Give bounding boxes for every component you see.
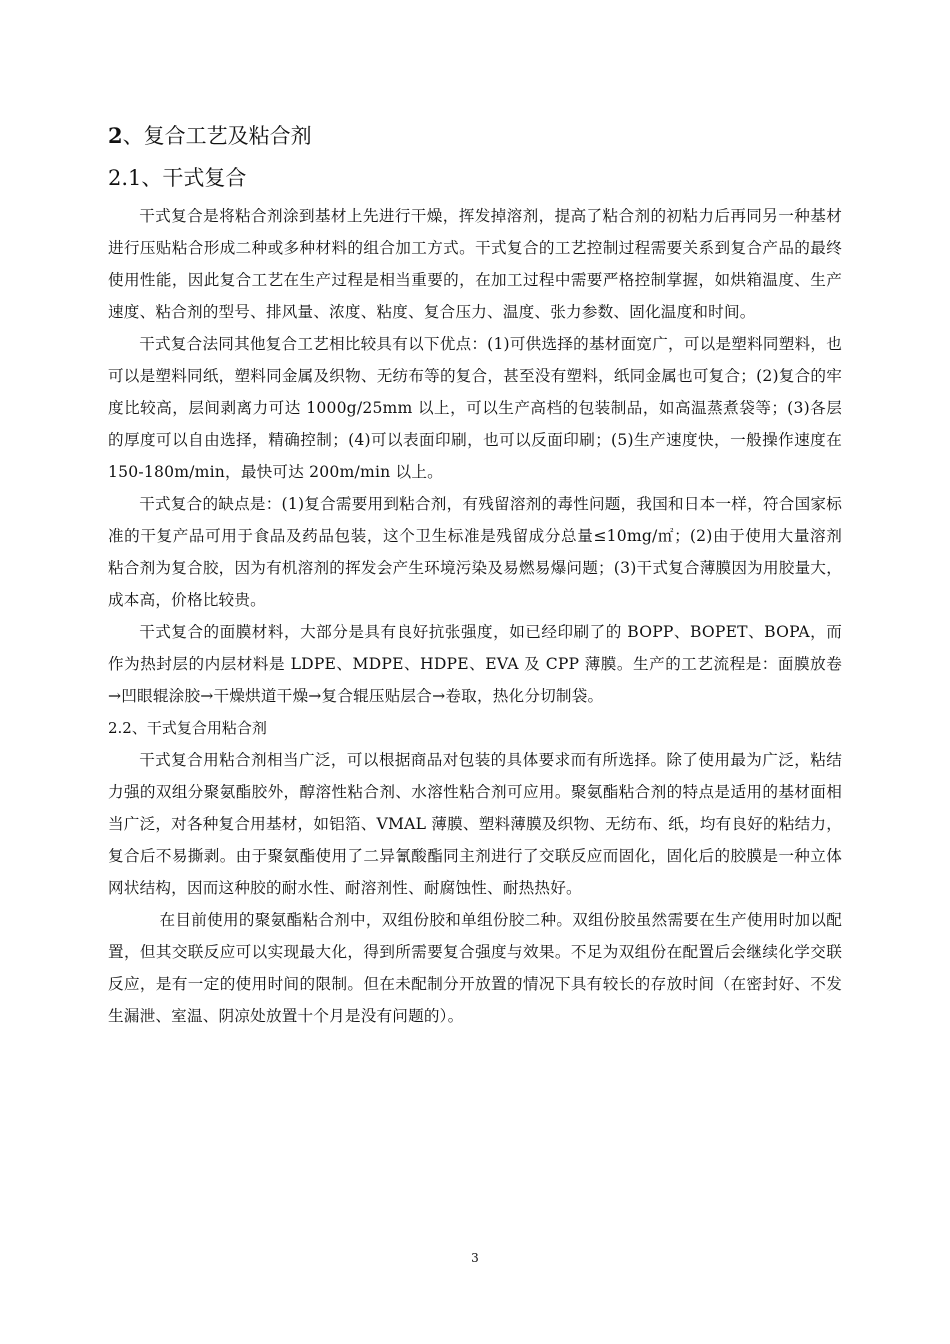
section-heading-2 [108, 118, 842, 154]
document-page [108, 118, 842, 1032]
page-number: 3 [471, 1251, 479, 1265]
paragraph-polyurethane-adhesives: 在目前使用的聚氨酯粘合剂中，双组份胶和单组份胶二种。双组份胶虽然需要在生产使用时加以配置，但其交联反应可以实现最大化，得到所需要复合强度与效果。不足为双组份在配置后会继续化学交联反应，是有一定的使用时间的限制。但在未配制分开放置的情况下具有较长的存放时间（在密封好、不发生漏泄、室温、阴凉处放置十个月是没有问题的）。 [108, 911, 842, 1025]
section-number: 2 [108, 123, 123, 148]
paragraph-dry-lamination-definition: 干式复合是将粘合剂涂到基材上先进行干燥，挥发掉溶剂，提高了粘合剂的初粘力后再同另一种基材进行压贴粘合形成二种或多种材料的组合加工方式。干式复合的工艺控制过程需要关系到复合产品的最终使用性能，因此复合工艺在生产过程是相当重要的，在加工过程中需要严格控制掌握，如烘箱温度、生产速度、粘合剂的型号、排风量、浓度、粘度、复合压力、温度、张力参数、固化温度和时间。 [108, 207, 842, 321]
paragraph-dry-lamination-disadvantages: 干式复合的缺点是：(1)复合需要用到粘合剂，有残留溶剂的毒性问题，我国和日本一样，符合国家标准的干复产品可用于食品及药品包装，这个卫生标准是残留成分总量≤10mg/㎡；(2)由于使用大量溶剂粘合剂为复合胶，因为有机溶剂的挥发会产生环境污染及易燃易爆问题；(3)干式复合薄膜因为用胶量大，成本高，价格比较贵。 [108, 495, 842, 609]
section-title: 、复合工艺及粘合剂 [122, 124, 312, 148]
subsection-heading-2-2: 2.2、干式复合用粘合剂 [108, 719, 267, 737]
paragraph-adhesives-overview: 干式复合用粘合剂相当广泛，可以根据商品对包装的具体要求而有所选择。除了使用最为广泛，粘结力强的双组分聚氨酯胶外，醇溶性粘合剂、水溶性粘合剂可应用。聚氨酯粘合剂的特点是适用的基材面相当广泛，对各种复合用基材，如铝箔、VMAL 薄膜、塑料薄膜及织物、无纺布、纸，均有良好的粘结力，复合后不易撕剥。由于聚氨酯使用了二异氰酸酯同主剂进行了交联反应而固化，固化后的胶膜是一种立体网状结构，因而这种胶的耐水性、耐溶剂性、耐腐蚀性、耐热热好。 [108, 751, 842, 897]
subsection-heading-2-1: 2.1、干式复合 [108, 166, 247, 190]
paragraph-dry-lamination-advantages: 干式复合法同其他复合工艺相比较具有以下优点：(1)可供选择的基材面宽广，可以是塑料同塑料，也可以是塑料同纸，塑料同金属及织物、无纺布等的复合，甚至没有塑料，纸同金属也可复合；(2)复合的牢度比较高，层间剥离力可达 1000g/25mm 以上，可以生产高档的包装制品，如高温蒸煮袋等；(3)各层的厚度可以自由选择，精确控制；(4)可以表面印刷，也可以反面印刷；(5)生产速度快，一般操作速度在 150-180m/min，最快可达 200m/min 以上。 [108, 335, 842, 481]
paragraph-dry-lamination-materials: 干式复合的面膜材料，大部分是具有良好抗张强度，如已经印刷了的 BOPP、BOPET、BOPA，而作为热封层的内层材料是 LDPE、MDPE、HDPE、EVA 及 CPP 薄膜。生产的工艺流程是：面膜放卷→凹眼辊涂胶→干燥烘道干燥→复合辊压贴层合→卷取，热化分切制袋。 [108, 623, 842, 705]
